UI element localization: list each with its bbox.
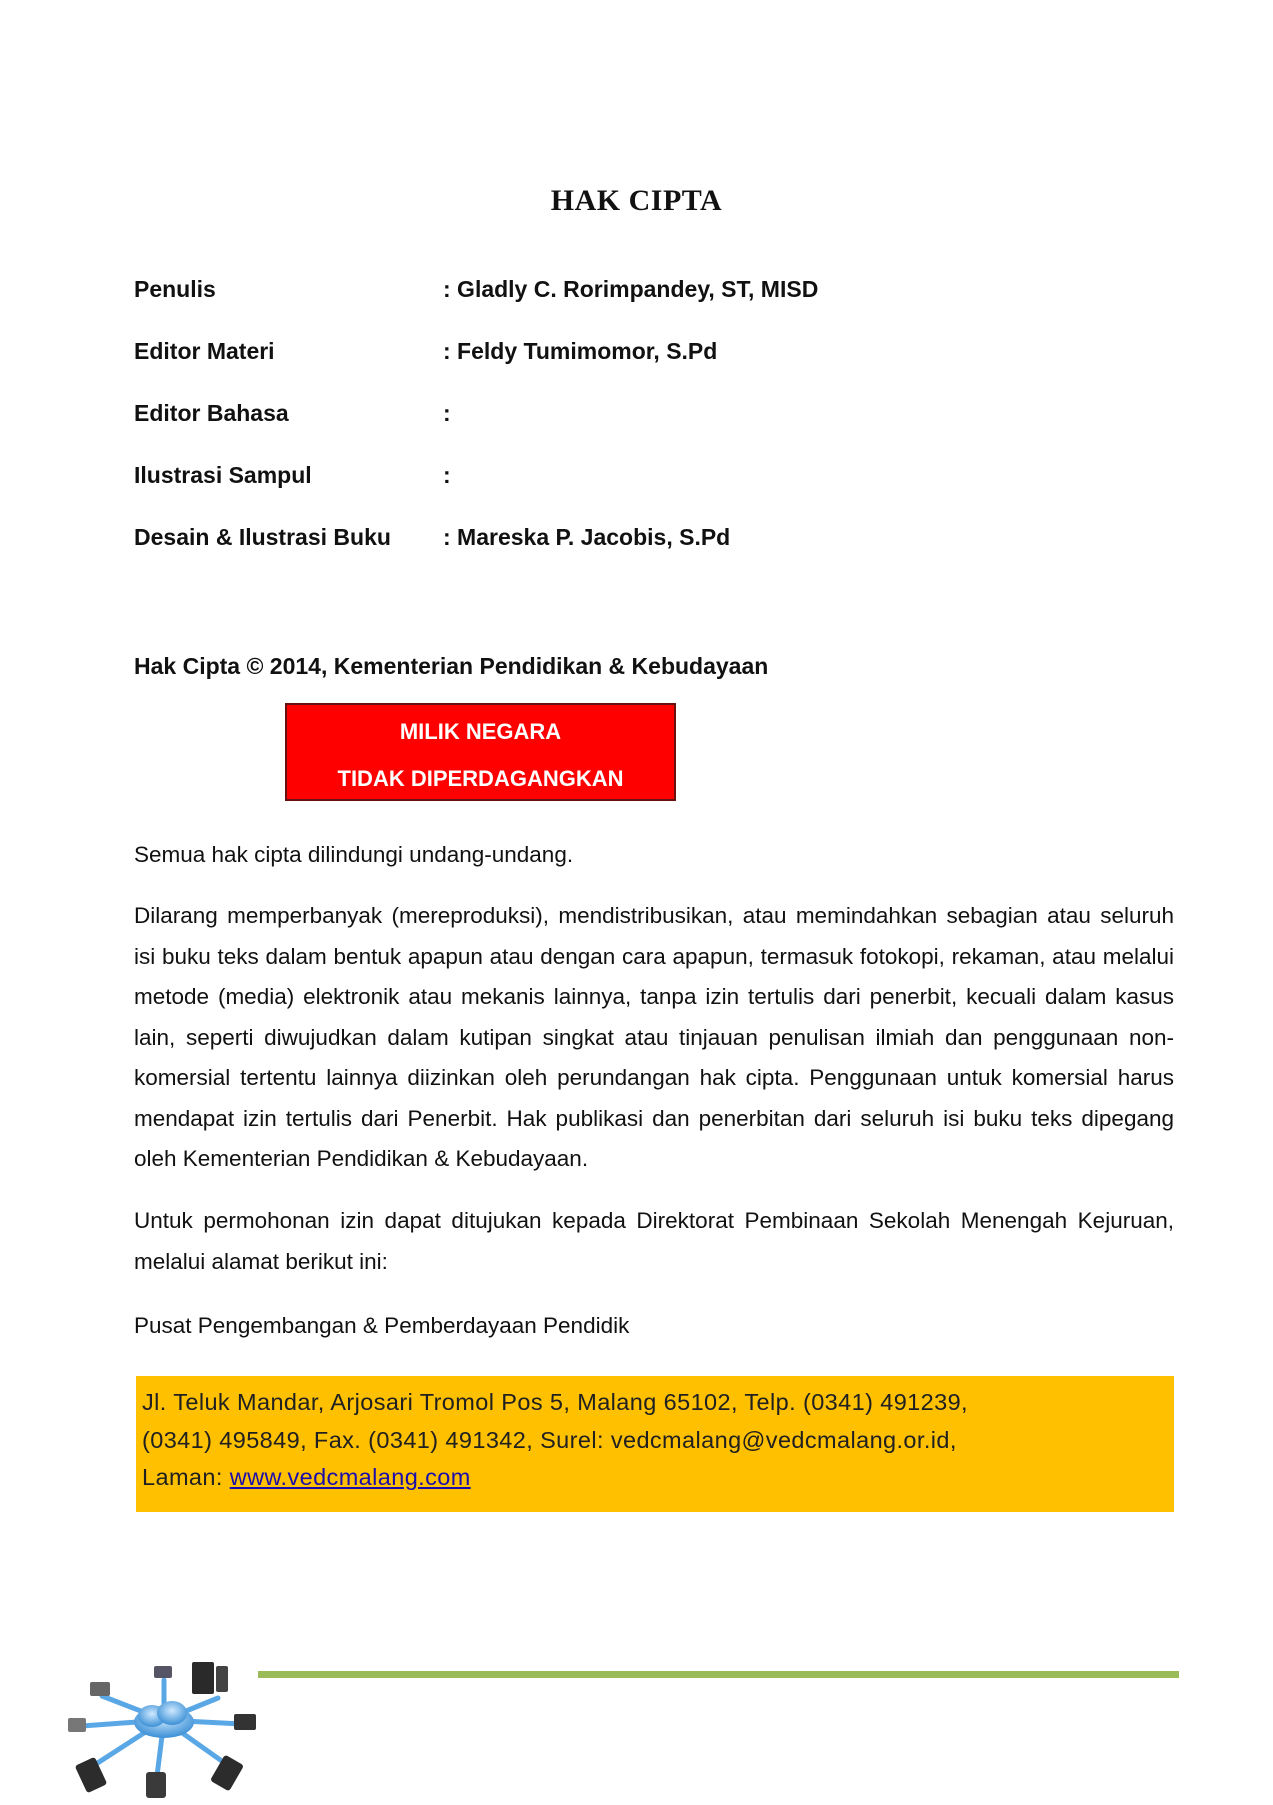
rights-statement: Semua hak cipta dilindungi undang-undang. — [134, 842, 574, 867]
address-line-1: Jl. Teluk Mandar, Arjosari Tromol Pos 5, Malang 65102, Telp. (0341) 491239, — [142, 1389, 968, 1415]
footer-divider — [258, 1671, 1179, 1678]
permission-request: Untuk permohonan izin dapat ditujukan kepada Direktorat Pembinaan Sekolah Menengah Kejuruan, melalui alamat berikut ini: — [134, 1208, 1174, 1274]
credit-label: Ilustrasi Sampul — [134, 462, 312, 488]
website-label: Laman: — [142, 1464, 230, 1490]
address-box — [136, 1376, 1174, 1512]
ownership-notice-box — [285, 703, 676, 801]
credit-row-desain — [134, 524, 1174, 586]
address-line-3 — [142, 1459, 1168, 1497]
credit-value: : Gladly C. Rorimpandey, ST, MISD — [443, 276, 819, 302]
notice-line-2: TIDAK DIPERDAGANGKAN — [337, 766, 624, 791]
credit-value: : — [443, 400, 451, 426]
network-cloud-icon — [66, 1660, 262, 1800]
credits-table — [134, 276, 1174, 586]
credit-row-editor-bahasa — [134, 400, 1174, 462]
credit-label: Penulis — [134, 276, 216, 302]
address-line-2: (0341) 495849, Fax. (0341) 491342, Surel: vedcmalang@vedcmalang.or.id, — [142, 1426, 957, 1453]
institution-name: Pusat Pengembangan & Pemberdayaan Pendidik — [134, 1313, 630, 1338]
credit-value: : — [443, 462, 451, 488]
credit-label: Editor Bahasa — [134, 400, 289, 426]
credit-label: Desain & Ilustrasi Buku — [134, 524, 391, 550]
copyright-line: Hak Cipta © 2014, Kementerian Pendidikan & Kebudayaan — [134, 653, 769, 679]
credit-value: : Feldy Tumimomor, S.Pd — [443, 338, 718, 364]
website-link[interactable]: www.vedcmalang.com — [229, 1464, 471, 1490]
credit-row-ilustrasi-sampul — [134, 462, 1174, 524]
reproduction-notice: Dilarang memperbanyak (mereproduksi), mendistribusikan, atau memindahkan sebagian atau seluruh isi buku teks dalam bentuk apapun atau dengan cara apapun, termasuk fotokopi, rekaman, atau melalui metode (media) elektronik atau mekanis lainnya, tanpa izin tertulis dari penerbit, kecuali dalam kasus lain, seperti diwujudkan dalam kutipan singkat atau tinjauan penulisan ilmiah dan penggunaan non-komersial tertentu lainnya diizinkan oleh perundangan hak cipta. Penggunaan untuk komersial harus mendapat izin tertulis dari Penerbit. Hak publikasi dan penerbitan dari seluruh isi buku teks dipegang oleh Kementerian Pendidikan & Kebudayaan. — [134, 903, 1174, 1171]
credit-row-penulis — [134, 276, 1174, 338]
notice-line-1: MILIK NEGARA — [399, 719, 562, 744]
credit-row-editor-materi — [134, 338, 1174, 400]
credit-value: : Mareska P. Jacobis, S.Pd — [443, 524, 731, 550]
page-title: HAK CIPTA — [550, 184, 723, 217]
credit-label: Editor Materi — [134, 338, 275, 364]
